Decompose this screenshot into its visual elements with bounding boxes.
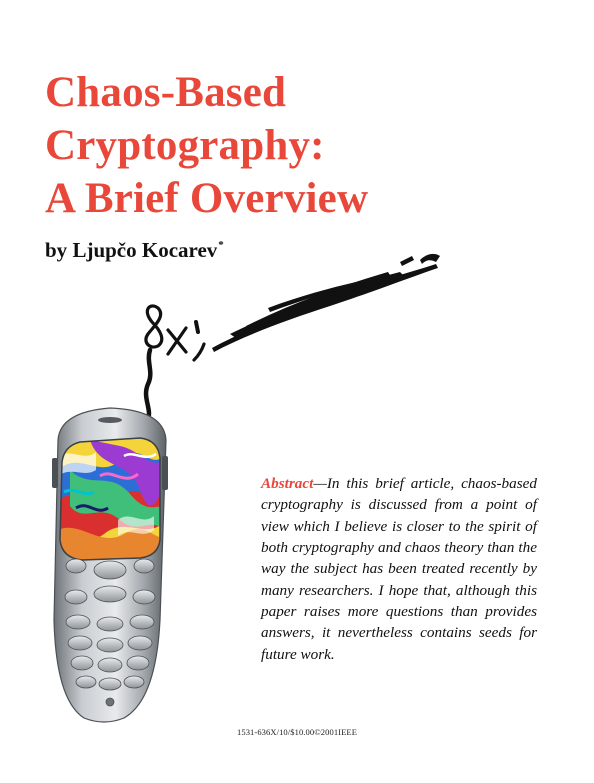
author-footnote-mark: * (218, 239, 224, 251)
abstract-label: Abstract (261, 475, 314, 493)
title-line-3: A Brief Overview (45, 175, 369, 222)
phone-key-5 (97, 638, 123, 652)
phone-key-ok (94, 561, 126, 579)
phone-key-2 (97, 617, 123, 631)
phone-key-nav (94, 586, 126, 602)
signature-scribble (212, 254, 440, 352)
phone-key-6 (128, 636, 152, 650)
phone-key-4 (68, 636, 92, 650)
phone-key-star (76, 676, 96, 688)
phone-key-end (133, 590, 155, 604)
title-line-1: Chaos-Based (45, 69, 287, 116)
phone-keypad (65, 559, 155, 706)
abstract (261, 473, 537, 665)
antenna-squiggle (146, 350, 150, 420)
author-name: Ljupčo Kocarev (72, 238, 218, 262)
abstract-dash: — (313, 475, 327, 493)
abstract-text: In this brief article, chaos-based cryptography is discussed from a point of view which I believe is closer to the spirit of both cryptography and chaos theory than the way the subject has been treated recently by many researchers. I hope that, although this paper raises more questions than provides answers, it nevertheless contains seeds for future work. (261, 475, 537, 663)
phone-key-9 (127, 656, 149, 670)
handwritten-letters (146, 306, 204, 360)
copyright-footer: 1531-636X/10/$10.00©2001IEEE (237, 727, 357, 737)
phone-key-hash (124, 676, 144, 688)
phone-body (52, 408, 168, 722)
phone-screen (58, 436, 164, 564)
byline (45, 238, 224, 263)
phone-key-3 (130, 615, 154, 629)
phone-key-clear (66, 559, 86, 573)
article-title (45, 66, 505, 225)
phone-key-8 (98, 658, 122, 672)
byline-prefix: by (45, 238, 68, 262)
phone-key-1 (66, 615, 90, 629)
phone-key-menu (134, 559, 154, 573)
phone-key-0 (99, 678, 121, 690)
phone-mic (106, 698, 114, 706)
title-line-2: Cryptography: (45, 122, 325, 169)
phone-key-7 (71, 656, 93, 670)
phone-key-call (65, 590, 87, 604)
